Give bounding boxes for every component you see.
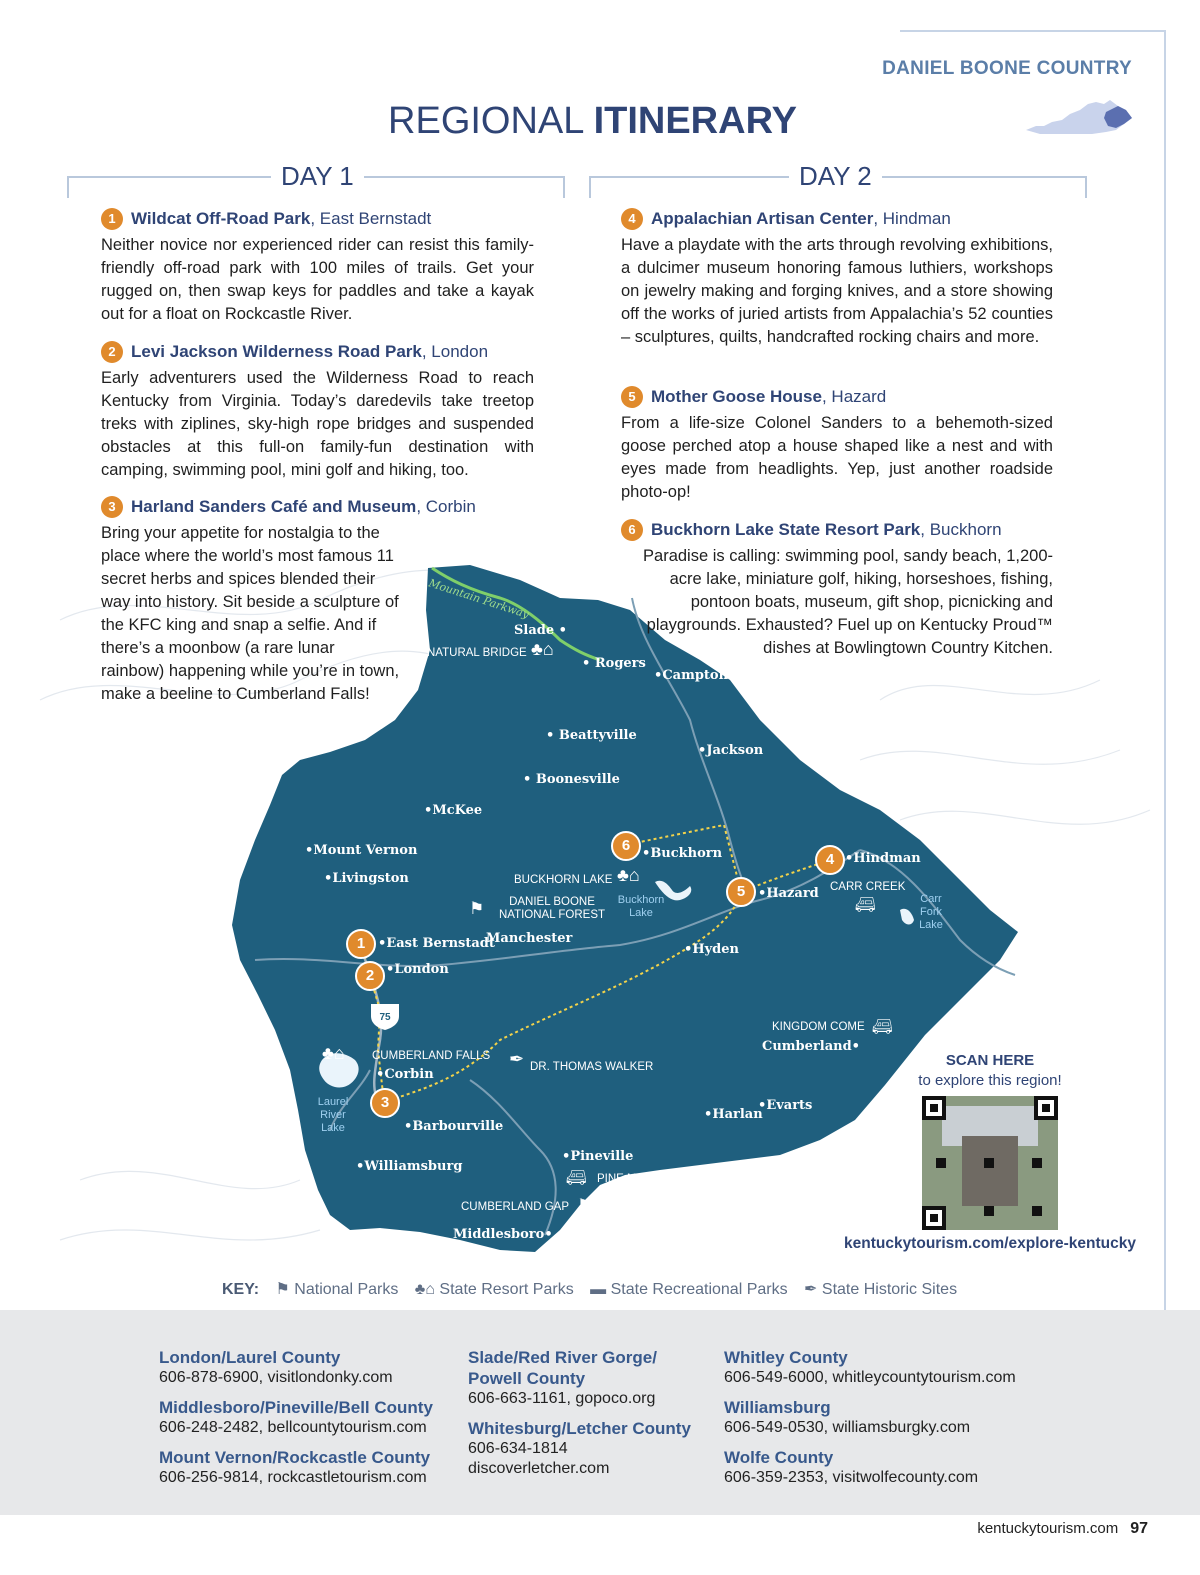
contact-name: Whitley County (724, 1348, 848, 1367)
town-hindman: •Hindman (845, 851, 921, 866)
footer-site[interactable]: kentuckytourism.com (977, 1520, 1119, 1537)
town-slade: Slade • (514, 623, 567, 638)
stop-2 (101, 340, 534, 482)
map-pin-4[interactable]: 4 (815, 845, 845, 875)
qr-code[interactable] (922, 1096, 1058, 1230)
national-park-flag-icon: ⚑ (577, 1196, 593, 1215)
town-london: •London (386, 962, 449, 977)
map-pin-3[interactable]: 3 (370, 1088, 400, 1118)
day1-heading: DAY 1 (271, 161, 364, 192)
contact-info-line2[interactable]: discoverletcher.com (468, 1460, 610, 1477)
stop-name: Mother Goose House (651, 387, 822, 406)
stop-description: Bring your appetite for nostalgia to the place where the world’s most famous 11 secret herbs and spices blended their way into history. Sit beside a sculpture of the KFC king and snap a selfie. And if there’s a moonbow (a rare lunar rainbow) happening while you’re in town, make a beeline to Cumberland Falls! (101, 524, 400, 703)
stop-description: Paradise is calling: swimming pool, sandy beach, 1,200-acre lake, miniature golf, hiking, horseshoes, fishing, pontoon boats, museum, gift shop, picnicking and playgrounds. Exhausted? Fuel up on Kentucky Proud™ dishes at Bowlingtown Country Kitchen. (643, 547, 1053, 657)
town-hyden: •Hyden (684, 942, 739, 957)
contact-info[interactable]: 606-359-2353, visitwolfecounty.com (724, 1469, 979, 1486)
title-bold: ITINERARY (593, 100, 797, 142)
town-evarts: •Evarts (758, 1098, 813, 1113)
contact-info[interactable]: 606-663-1161, gopoco.org (468, 1390, 656, 1407)
town-beattyville: • Beattyville (546, 728, 637, 743)
day2-frame-right (1085, 176, 1087, 198)
stop-4 (621, 207, 1053, 349)
stop-1 (101, 207, 534, 326)
stop-city: , East Bernstadt (310, 209, 432, 228)
map-pin-6[interactable]: 6 (611, 831, 641, 861)
contact-info[interactable]: 606-634-1814 (468, 1440, 568, 1457)
rv-icon: ▬ (590, 1281, 607, 1298)
qr-code-pattern (922, 1096, 1058, 1230)
key-state-historic-sites: ✒ State Historic Sites (804, 1281, 958, 1298)
stop-number-badge: 6 (621, 519, 643, 541)
stop-number-badge: 3 (101, 496, 123, 518)
stop-number-badge: 5 (621, 386, 643, 408)
contact-info[interactable]: 606-256-9814, rockcastletourism.com (159, 1469, 427, 1486)
water-buckhorn-lake: Buckhorn Lake (617, 894, 665, 919)
frame-border-top (900, 30, 1166, 32)
contact-name: Slade/Red River Gorge/ (468, 1348, 657, 1367)
stop-name: Harland Sanders Café and Museum (131, 497, 417, 516)
stop-5 (621, 385, 1053, 504)
parkway-label: Mountain Parkway (427, 576, 531, 622)
site-pine-mountain: PINE MOUNTAIN (597, 1173, 688, 1185)
key-state-recreational-parks: ▬ State Recreational Parks (590, 1281, 788, 1298)
resort-park-icon: ♣⌂ (617, 865, 640, 885)
stop-number-badge: 1 (101, 208, 123, 230)
resort-park-icon: ♣⌂ (531, 639, 554, 659)
map-key (222, 1279, 957, 1299)
contact-info[interactable]: 606-549-0530, williamsburgky.com (724, 1419, 971, 1436)
contact-name: Whitesburg/Letcher County (468, 1419, 691, 1438)
site-kingdom-come: KINGDOM COME (772, 1021, 865, 1033)
day2-frame-left (589, 176, 591, 198)
contacts-col-1 (159, 1347, 433, 1497)
town-middlesboro: Middlesboro• (453, 1227, 553, 1242)
stop-name: Levi Jackson Wilderness Road Park (131, 342, 422, 361)
stop-city: , London (421, 342, 489, 361)
town-boonesville: • Boonesville (523, 772, 620, 787)
scan-url-link[interactable]: kentuckytourism.com/explore-kentucky (843, 1235, 1137, 1252)
site-carr-creek: CARR CREEK (830, 881, 906, 893)
contact-name: Williamsburg (724, 1398, 831, 1417)
scan-title: SCAN HERE (945, 1052, 1035, 1069)
site-cumberland-gap: CUMBERLAND GAP (461, 1201, 569, 1213)
contacts-col-2 (468, 1347, 691, 1488)
town-mount-vernon: •Mount Vernon (305, 843, 418, 858)
day1-frame-left (67, 176, 69, 198)
key-national-parks: ⚑ National Parks (275, 1281, 399, 1298)
town-corbin: •Corbin (376, 1067, 434, 1082)
stop-city: , Hindman (873, 209, 951, 228)
site-cumberland-falls: CUMBERLAND FALLS (372, 1050, 491, 1062)
stop-description: From a life-size Colonel Sanders to a behemoth-sized goose perched atop a house shaped like a nest and with eyes made from headlights. Yep, just another roadside photo-op! (621, 414, 1053, 501)
national-park-flag-icon: ⚑ (469, 899, 485, 918)
contacts-col-3 (724, 1347, 1016, 1497)
town-jackson: •Jackson (698, 743, 764, 758)
stop-3 (101, 495, 541, 706)
town-livingston: •Livingston (324, 871, 409, 886)
stop-city: , Buckhorn (920, 520, 1002, 539)
town-williamsburg: •Williamsburg (356, 1159, 463, 1174)
town-campton: •Campton (654, 668, 729, 683)
svg-text:75: 75 (379, 1012, 391, 1023)
contact-name: Mount Vernon/Rockcastle County (159, 1448, 431, 1467)
stop-name: Appalachian Artisan Center (651, 209, 874, 228)
map-pin-5[interactable]: 5 (726, 877, 756, 907)
water-laurel-river-lake: Laurel River Lake (317, 1096, 349, 1134)
tree-house-icon: ♣⌂ (414, 1281, 435, 1298)
water-carr-fork-lake: Carr Fork Lake (919, 893, 943, 931)
town-hazard: •Hazard (758, 886, 819, 901)
recreational-park-icon: 🚐︎ (566, 1170, 587, 1187)
site-buckhorn-lake: BUCKHORN LAKE (514, 874, 613, 886)
stop-number-badge: 4 (621, 208, 643, 230)
key-label: KEY: (222, 1281, 260, 1298)
town-harlan: •Harlan (704, 1107, 763, 1122)
town-buckhorn: •Buckhorn (642, 846, 723, 861)
recreational-park-icon: 🚐︎ (855, 897, 876, 914)
historic-site-quill-icon: ✒ (509, 1049, 525, 1069)
map-pin-2[interactable]: 2 (355, 961, 385, 991)
title-light: REGIONAL (388, 100, 594, 142)
page-number: 97 (1130, 1520, 1148, 1537)
contact-name: London/Laurel County (159, 1348, 341, 1367)
town-cumberland: Cumberland• (762, 1039, 860, 1054)
map-pin-1[interactable]: 1 (346, 929, 376, 959)
town-east-bernstadt: •East Bernstadt (378, 936, 495, 951)
site-dr-thomas-walker: DR. THOMAS WALKER (530, 1061, 654, 1073)
stop-description: Neither novice nor experienced rider can resist this family-friendly off-road park with 100 miles of trails. Get your rugged on, then swap keys for paddles and take a kayak out for a float on Rockcastle River. (101, 236, 534, 323)
stop-number-badge: 2 (101, 341, 123, 363)
scan-subtitle: to explore this region! (918, 1072, 1062, 1089)
key-state-resort-parks: ♣⌂ State Resort Parks (414, 1281, 574, 1298)
region-label: DANIEL BOONE COUNTRY (882, 58, 1132, 79)
stop-description: Early adventurers used the Wilderness Road to reach Kentucky from Virginia. Today’s daredevils take treetop treks with ziplines, sky-high rope bridges and suspended obstacles at this full-on family-fun destination with camping, swimming pool, mini golf and hiking, too. (101, 369, 534, 479)
town-mckee: •McKee (424, 803, 483, 818)
day1-frame-right (563, 176, 565, 198)
quill-icon: ✒ (804, 1281, 818, 1298)
contact-name: Middlesboro/Pineville/Bell County (159, 1398, 433, 1417)
contact-info[interactable]: 606-248-2482, bellcountytourism.com (159, 1419, 427, 1436)
page-footer (977, 1520, 1148, 1538)
page-title (0, 100, 1185, 143)
stop-name: Wildcat Off-Road Park (131, 209, 311, 228)
resort-park-icon: ♣⌂ (322, 1043, 345, 1063)
site-daniel-boone-nf: DANIEL BOONE NATIONAL FOREST (498, 896, 606, 921)
stop-6 (621, 518, 1053, 660)
stop-name: Buckhorn Lake State Resort Park (651, 520, 921, 539)
town-manchester: Manchester (486, 931, 573, 946)
day2-heading: DAY 2 (789, 161, 882, 192)
stop-city: , Hazard (821, 387, 887, 406)
flag-icon: ⚑ (275, 1281, 290, 1298)
contact-name: Wolfe County (724, 1448, 834, 1467)
town-rogers: • Rogers (582, 656, 646, 671)
town-pineville: •Pineville (562, 1149, 634, 1164)
contact-info[interactable]: 606-549-6000, whitleycountytourism.com (724, 1369, 1016, 1386)
recreational-park-icon: 🚐︎ (872, 1019, 893, 1036)
contact-name-line2: Powell County (468, 1369, 586, 1388)
contact-info[interactable]: 606-878-6900, visitlondonky.com (159, 1369, 393, 1386)
site-natural-bridge: NATURAL BRIDGE (427, 647, 527, 659)
stop-description: Have a playdate with the arts through revolving exhibitions, a dulcimer museum honoring famous luthiers, workshops on jewelry making and forging knives, and a store showing off the works of juried artists from Appalachia’s 52 counties – sculptures, quilts, handcrafted rocking chairs and more. (621, 236, 1053, 346)
stop-city: , Corbin (416, 497, 476, 516)
town-barbourville: •Barbourville (404, 1119, 504, 1134)
